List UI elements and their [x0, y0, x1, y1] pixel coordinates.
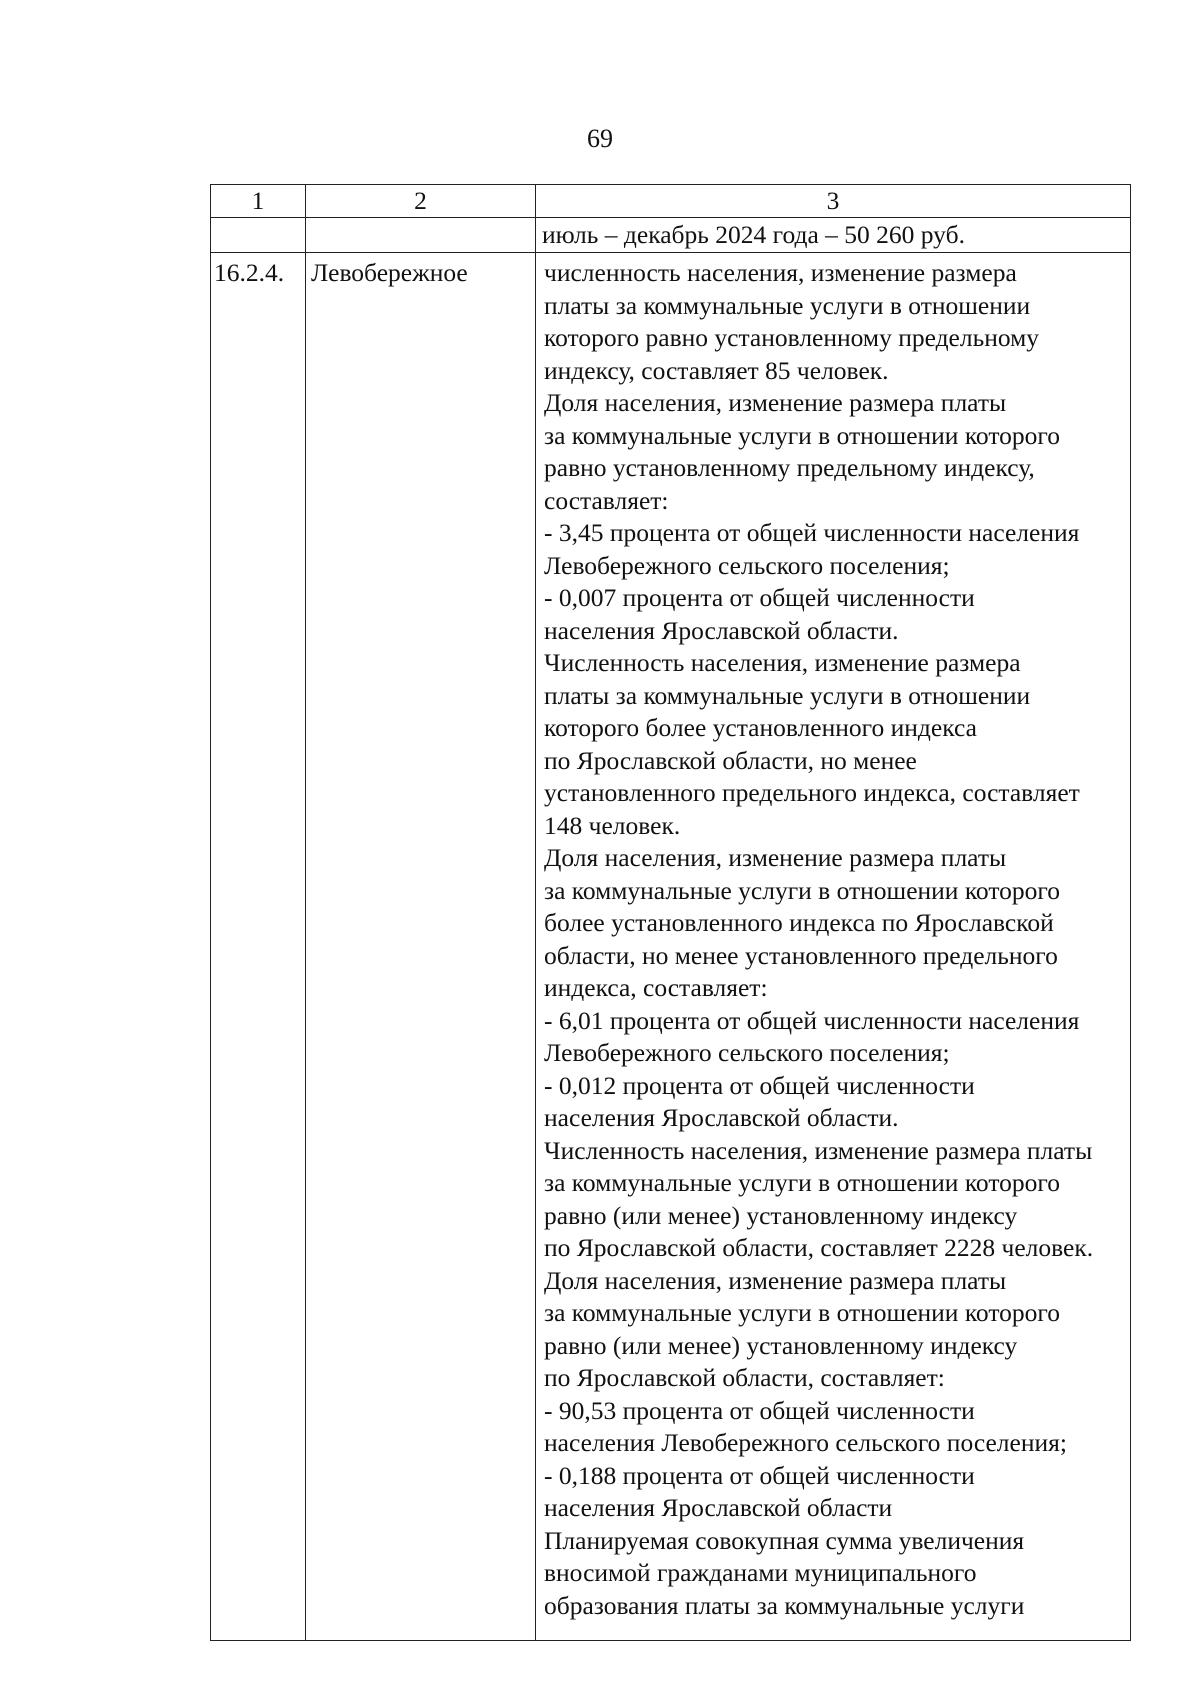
- description-line: - 0,188 процента от общей численности: [544, 1460, 975, 1490]
- description-line: Доля населения, изменение размера платы: [544, 1265, 1007, 1295]
- description-line: населения Левобережного сельского поселения;: [544, 1428, 1067, 1457]
- description-line: индексу, составляет 85 человек.: [544, 355, 889, 385]
- description-line: за коммунальные услуги в отношении которого: [544, 1298, 1060, 1327]
- description-line: более установленного индекса по Ярославской: [544, 908, 1054, 937]
- description-line: равно (или менее) установленному индексу: [544, 1330, 1018, 1360]
- description-line: индекса, составляет:: [544, 973, 768, 1002]
- continuation-cell-text: июль – декабрь 2024 года – 50 260 руб.: [536, 218, 1131, 253]
- description-line: - 90,53 процента от общей численности: [544, 1395, 975, 1425]
- description-line: платы за коммунальные услуги в отношении: [544, 680, 1031, 710]
- row-settlement-name: Левобережное: [306, 253, 536, 1641]
- column-header-1: 1: [211, 185, 306, 218]
- document-table: [210, 184, 1131, 1641]
- description-line: которого равно установленному предельному: [544, 323, 1040, 352]
- description-line: Планируемая совокупная сумма увеличения: [544, 1525, 1025, 1555]
- description-line: численность населения, изменение размера: [544, 258, 1017, 287]
- description-line: Левобережного сельского поселения;: [544, 1038, 950, 1067]
- table-row: [211, 253, 1131, 1641]
- description-line: Численность населения, изменение размера: [544, 648, 1021, 677]
- description-line: составляет:: [544, 485, 669, 515]
- column-header-2: 2: [306, 185, 536, 218]
- description-line: населения Ярославской области.: [544, 1103, 899, 1132]
- description-line: Левобережного сельского поселения;: [544, 550, 950, 580]
- description-line: - 3,45 процента от общей численности населения: [544, 518, 1080, 547]
- description-line: установленного предельного индекса, составляет: [544, 778, 1080, 807]
- row-number: 16.2.4.: [211, 253, 306, 1641]
- row-description: [536, 253, 1131, 1641]
- description-line: по Ярославской области, составляет 2228 человек.: [544, 1233, 1094, 1262]
- description-line: за коммунальные услуги в отношении которого: [544, 420, 1060, 450]
- description-line: - 6,01 процента от общей численности населения: [544, 1005, 1080, 1035]
- description-line: Доля населения, изменение размера платы: [544, 843, 1007, 872]
- page-number: 69: [587, 124, 613, 153]
- description-line: - 0,007 процента от общей численности: [544, 583, 975, 612]
- description-line: населения Ярославской области: [544, 1493, 893, 1522]
- description-line: вносимой гражданами муниципального: [544, 1558, 977, 1587]
- description-line: за коммунальные услуги в отношении которого: [544, 875, 1060, 905]
- description-line: которого более установленного индекса: [544, 713, 977, 742]
- continuation-cell-number: [211, 218, 306, 253]
- table-row-continuation: [211, 218, 1131, 253]
- description-line: 148 человек.: [544, 810, 681, 840]
- description-line: по Ярославской области, составляет:: [544, 1363, 945, 1392]
- description-line: Доля населения, изменение размера платы: [544, 388, 1007, 417]
- continuation-cell-name: [306, 218, 536, 253]
- description-line: равно установленному предельному индексу,: [544, 453, 1035, 482]
- description-line: населения Ярославской области.: [544, 615, 899, 645]
- description-line: образования платы за коммунальные услуги: [544, 1590, 1025, 1620]
- table-header-row: [211, 185, 1131, 218]
- column-header-3: 3: [536, 185, 1131, 218]
- description-line: по Ярославской области, но менее: [544, 745, 917, 775]
- description-line: платы за коммунальные услуги в отношении: [544, 290, 1031, 320]
- description-line: области, но менее установленного предельного: [544, 940, 1058, 970]
- description-line: за коммунальные услуги в отношении которого: [544, 1168, 1060, 1197]
- description-line: равно (или менее) установленному индексу: [544, 1200, 1018, 1230]
- description-line: - 0,012 процента от общей численности: [544, 1070, 975, 1100]
- description-line: Численность населения, изменение размера платы: [544, 1135, 1093, 1165]
